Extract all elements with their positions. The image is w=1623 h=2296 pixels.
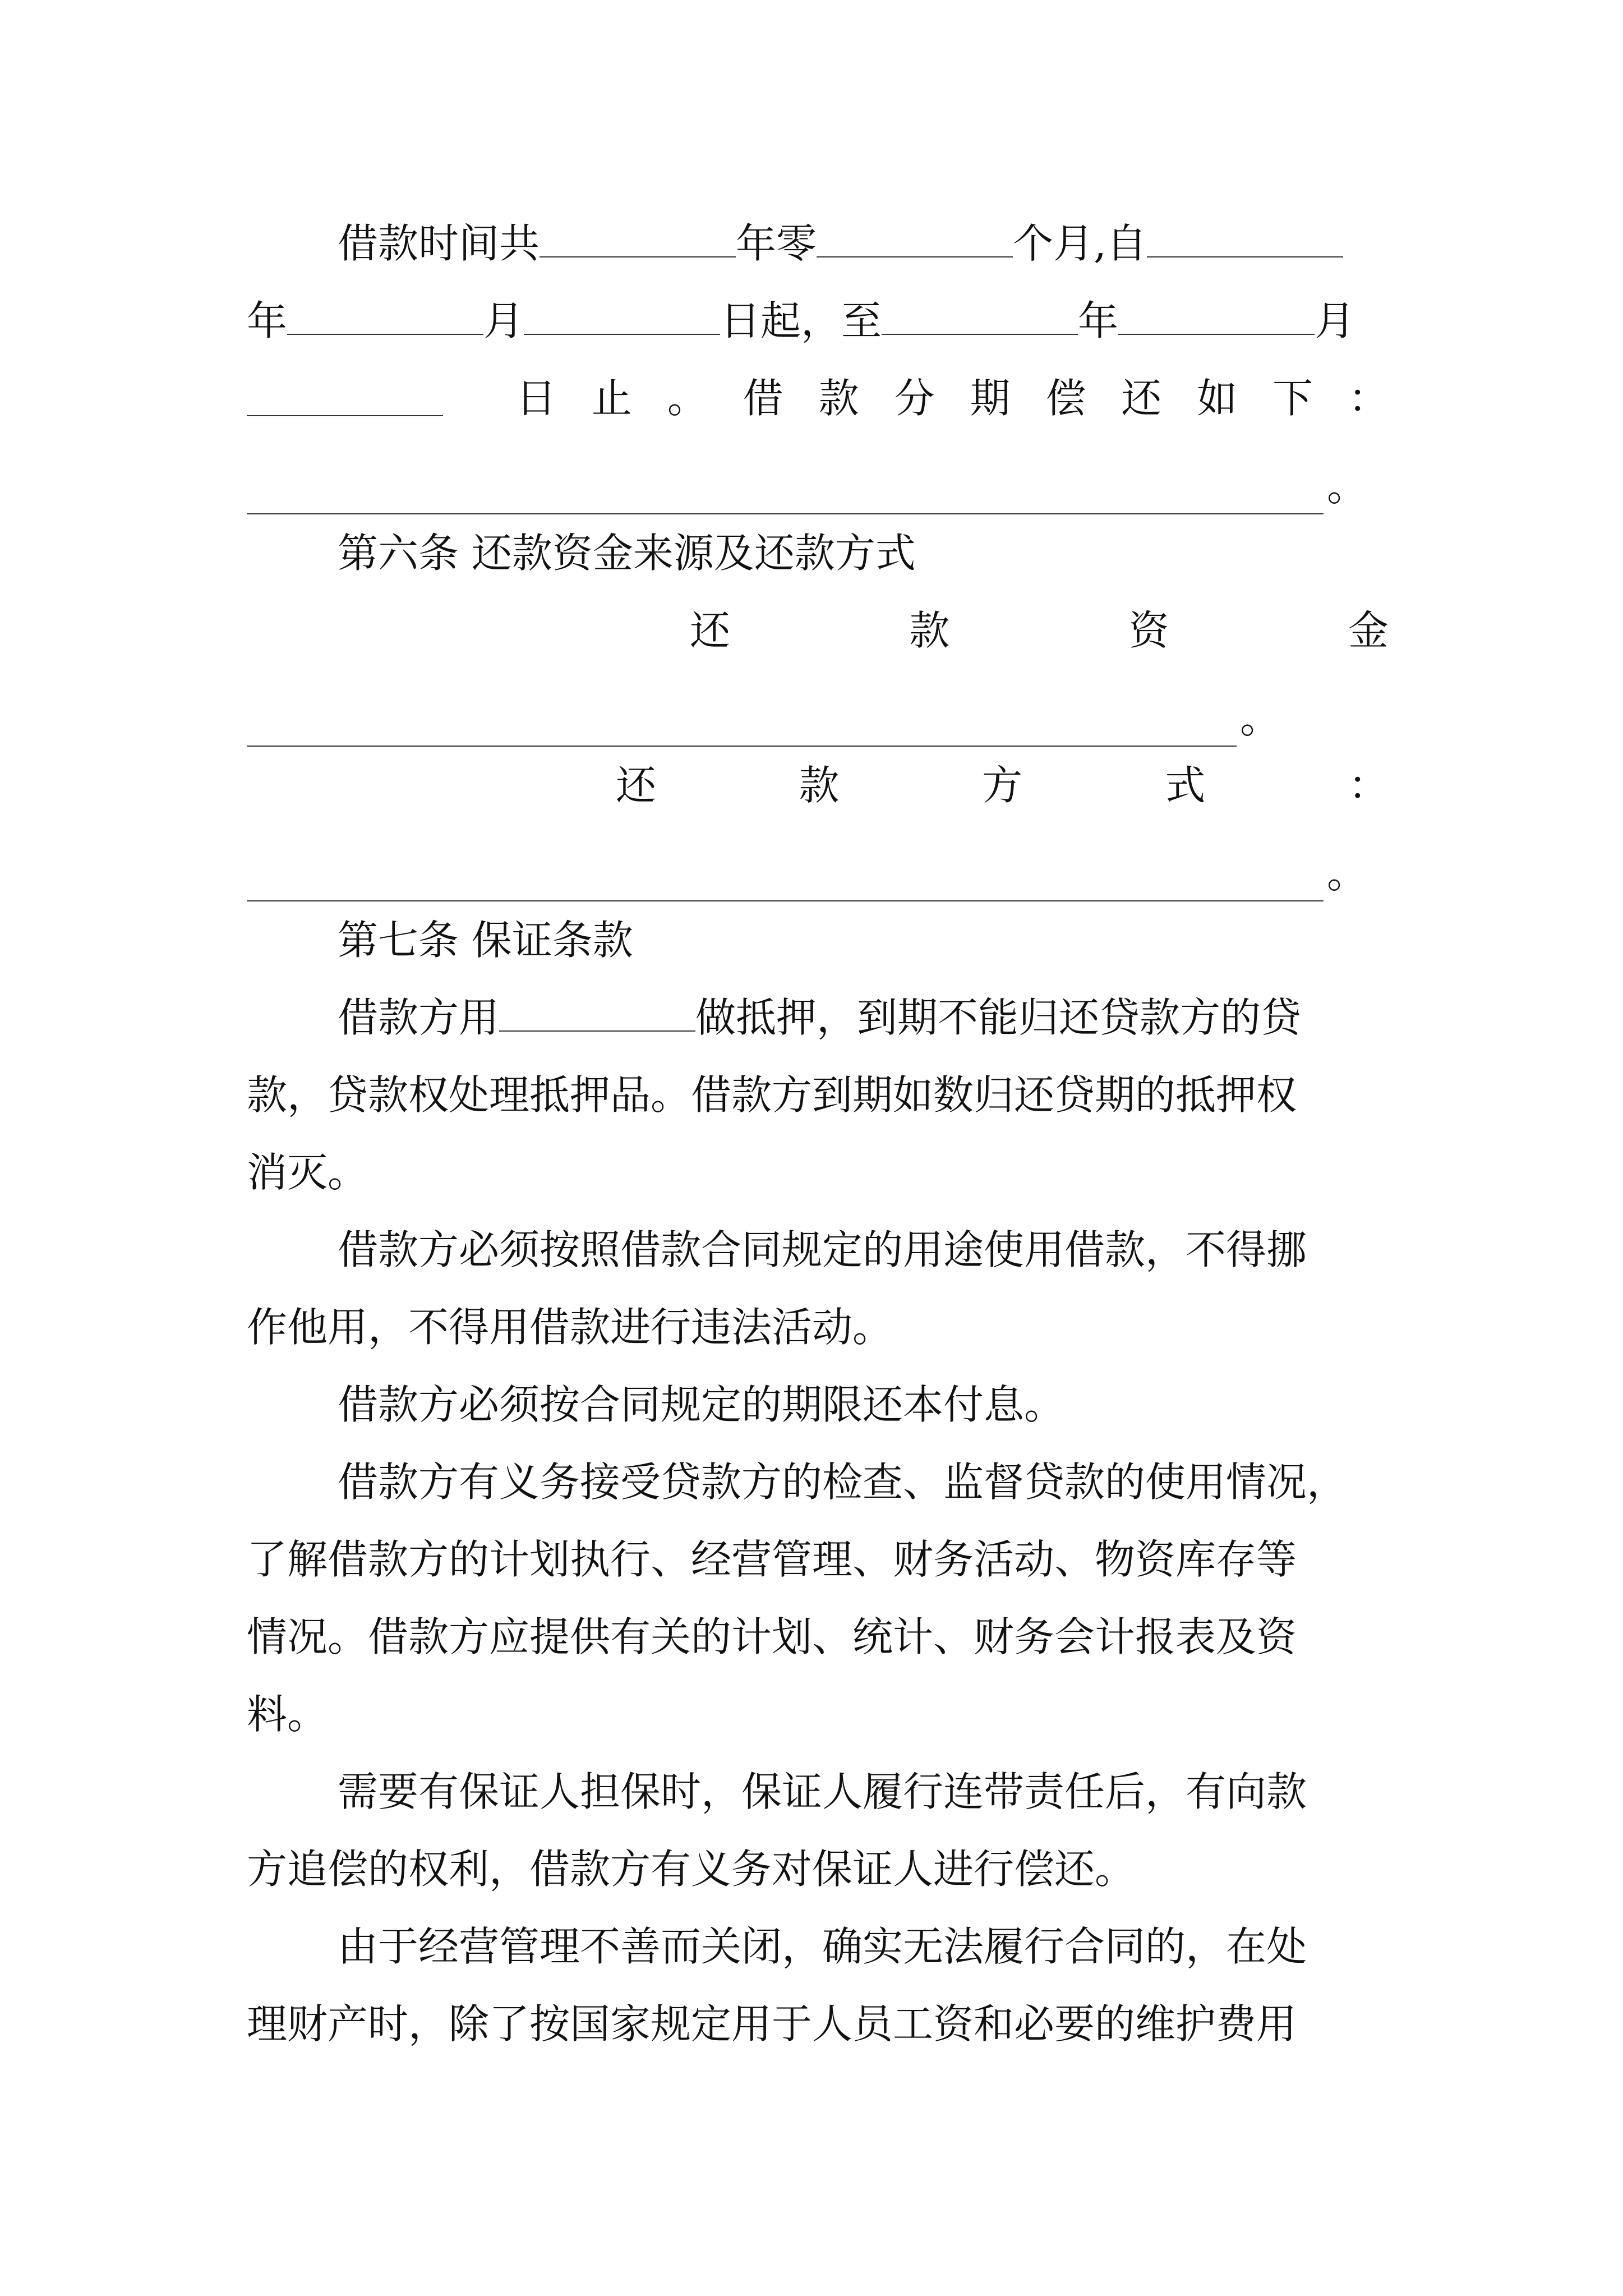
- char: 。: [667, 375, 708, 422]
- char: 方: [981, 762, 1022, 809]
- years-blank[interactable]: [540, 222, 736, 257]
- char: 式: [1165, 762, 1206, 809]
- end-month-blank[interactable]: [1118, 299, 1315, 335]
- collateral-rest: 做抵押，到期不能归还贷款方的贷: [695, 994, 1302, 1041]
- document-body: [247, 205, 1389, 2063]
- char: 借: [743, 375, 783, 422]
- repayment-method-blank[interactable]: [247, 850, 1324, 901]
- char: 款: [909, 607, 950, 654]
- month-from-label: 个月,自: [1013, 220, 1147, 267]
- loan-period-line-2: [247, 282, 1389, 360]
- char: 下: [1272, 375, 1313, 422]
- char: ：: [1348, 375, 1389, 422]
- char: 款: [799, 762, 840, 809]
- article7-p1-line-3: 消灭。: [247, 1149, 368, 1196]
- loan-period-line-3: [247, 360, 1389, 437]
- month-label: 月: [483, 297, 524, 344]
- char: 止: [591, 375, 632, 422]
- period-end: 。: [1327, 463, 1368, 510]
- repayment-method-blank-line: [247, 824, 1389, 901]
- article7-p3-line-1: 借款方必须按合同规定的期限还本付息。: [338, 1381, 1065, 1428]
- year-zero-label: 年零: [736, 220, 817, 267]
- char: 还: [690, 607, 731, 654]
- article7-p2-line-1: 借款方必须按照借款合同规定的用途使用借款，不得挪: [338, 1226, 1307, 1273]
- loan-period-line-1: [247, 205, 1389, 282]
- year2-label: 年: [1078, 297, 1119, 344]
- article6-heading: 第六条 还款资金来源及还款方式: [338, 530, 916, 577]
- char: 分: [894, 375, 935, 422]
- repayment-source-blank-line: [247, 669, 1389, 747]
- months-blank[interactable]: [817, 222, 1013, 257]
- repayment-source-line: [247, 592, 1389, 669]
- installment-blank[interactable]: [247, 463, 1324, 514]
- char: 如: [1197, 375, 1238, 422]
- article7-p1-line-1: [247, 979, 1389, 1056]
- article7-p4-line-1: 借款方有义务接受贷款方的检查、监督贷款的使用情况，: [338, 1458, 1348, 1506]
- collateral-blank[interactable]: [499, 996, 695, 1032]
- article7-p5-line-2: 方追偿的权利，借款方有义务对保证人进行偿还。: [247, 1846, 1136, 1893]
- end-day-blank[interactable]: [247, 380, 443, 416]
- char: 还: [616, 762, 657, 809]
- repayment-method-label: [616, 747, 1389, 824]
- year-label: 年: [247, 297, 288, 344]
- char: 期: [970, 375, 1011, 422]
- char: 日: [516, 375, 557, 422]
- article7-p6-line-1: 由于经营管理不善而关闭，确实无法履行合同的，在处: [338, 1923, 1307, 1970]
- day-start-to-label: 日起，至: [720, 297, 882, 344]
- char: 偿: [1045, 375, 1086, 422]
- end-year-blank[interactable]: [882, 299, 1078, 335]
- loan-period-intro: 借款时间共: [338, 220, 540, 267]
- installment-blank-line: [247, 437, 1389, 514]
- repayment-method-line: [247, 747, 1389, 824]
- method-end: 。: [1327, 850, 1368, 897]
- start-year-blank[interactable]: [1147, 222, 1343, 257]
- source-end: 。: [1240, 695, 1281, 742]
- char: 金: [1348, 607, 1389, 654]
- start-month-blank[interactable]: [287, 299, 483, 335]
- repayment-source-label: [690, 592, 1389, 669]
- char: 还: [1121, 375, 1162, 422]
- article7-p2-line-2: 作他用，不得用借款进行违法活动。: [247, 1304, 893, 1351]
- article7-p1-line-2: 款，贷款权处理抵押品。借款方到期如数归还贷期的抵押权: [247, 1071, 1297, 1119]
- article7-p5-line-1: 需要有保证人担保时，保证人履行连带责任后，有向款: [338, 1768, 1307, 1815]
- char: ：: [1348, 762, 1389, 809]
- article7-p4-line-2: 了解借款方的计划执行、经营管理、财务活动、物资库存等: [247, 1536, 1297, 1583]
- collateral-intro: 借款方用: [338, 994, 500, 1041]
- installment-phrase: [516, 360, 1389, 437]
- article7-p6-line-2: 理财产时，除了按国家规定用于人员工资和必要的维护费用: [247, 2000, 1297, 2047]
- month2-label: 月: [1315, 297, 1355, 344]
- start-day-blank[interactable]: [524, 299, 720, 335]
- char: 资: [1128, 607, 1169, 654]
- repayment-source-blank[interactable]: [247, 695, 1237, 747]
- article7-p4-line-3: 情况。借款方应提供有关的计划、统计、财务会计报表及资: [247, 1613, 1297, 1660]
- article7-p4-line-4: 料。: [247, 1691, 328, 1738]
- char: 款: [818, 375, 859, 422]
- article7-heading: 第七条 保证条款: [338, 917, 633, 964]
